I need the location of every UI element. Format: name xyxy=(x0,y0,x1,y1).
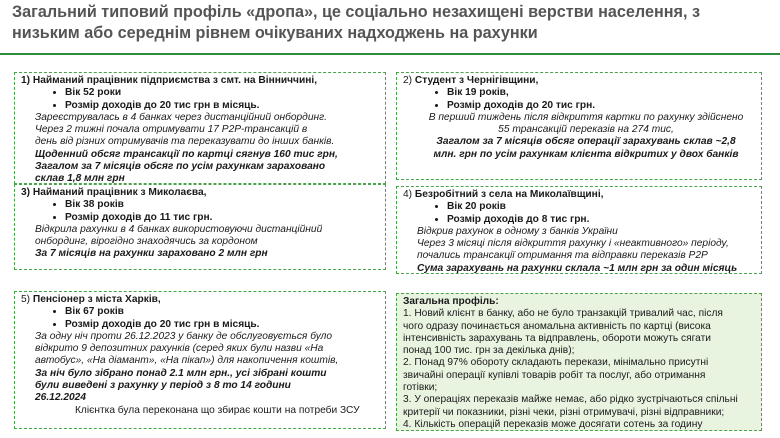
text-line: млн. грн по усім рахункам клієнта відкритих у двох банків xyxy=(433,148,739,160)
bullet: • Розмір доходів до 20 тис грн в місяць. xyxy=(65,100,379,112)
text-line: 1. Новий клієнт в банку, або не було транзакцій тривалий час, після xyxy=(403,308,723,320)
bullet: • Розмір доходів до 11 тис грн. xyxy=(65,212,379,224)
bullet: • Розмір доходів до 20 тис грн. xyxy=(447,100,755,112)
text-line: критерії чи показники, різні чеки, різні отримувачі, різні відправники; xyxy=(403,406,725,418)
card-title: Загальна профіль: xyxy=(403,296,499,307)
text-line: 3. У операціях переказів майже немає, або рідко зустрічаються спільні xyxy=(403,394,738,406)
summary-card xyxy=(396,293,762,431)
card-title: 3) Найманий працівник з Миколаєва, xyxy=(21,187,207,198)
text-line: склав 1,8 млн грн xyxy=(35,173,125,184)
text-line: почались трансакції отримання та відправки переказів P2P xyxy=(417,250,708,262)
text-line: За ніч було зібрано понад 2.1 млн грн., усі зібрані кошти xyxy=(35,367,327,379)
text-line: 55 трансакцій переказів на 274 тис, xyxy=(498,124,674,136)
profile-card-4 xyxy=(396,186,762,274)
text-line: Через 2 тижні почала отримувати 17 P2P-трансакцій в xyxy=(35,124,308,136)
text-line: понад 100 тис. грн за декілька днів); xyxy=(403,345,575,357)
text-line: звичайні операції купівлі товарів робіт та послуг, або отримання xyxy=(403,369,706,381)
text-line: готівки; xyxy=(403,382,438,394)
text-line: Сума зарахувань на рахунки склала ~1 млн грн за один місяць xyxy=(417,262,738,274)
text-line: 2. Понад 97% обороту складають перекази, мінімально присутні xyxy=(403,357,709,369)
text-line: день від різних отримувачів та переказувати до інших банків. xyxy=(35,136,335,148)
bullet: • Вік 67 років xyxy=(65,306,379,318)
bullet: • Вік 19 років, xyxy=(447,87,755,99)
text-line: Клієнтка була переконана що збирає кошти на потреби ЗСУ xyxy=(75,404,360,416)
text-line: відкрито 9 депозитних рахунків (серед яких були назви «На xyxy=(35,343,324,355)
bullet: • Розмір доходів до 20 тис грн в місяць. xyxy=(65,319,379,331)
profile-card-1 xyxy=(14,72,386,184)
profile-card-2 xyxy=(396,72,762,180)
text-line: Через 3 місяці після відкриття рахунку і «неактивного» періоду, xyxy=(417,238,729,250)
title-divider xyxy=(0,53,780,55)
card-title: Студент з Чернігівщини, xyxy=(414,75,539,86)
text-line: автобус», «На діамант», «На пікап») для накопичення коштів, xyxy=(35,355,339,367)
text-line: 4. Кількість операцій переказів може досягати сотень за годину xyxy=(403,418,703,430)
bullet: • Вік 38 років xyxy=(65,199,379,211)
text-line: онбординг, вірогідно знаходячись за кордоном xyxy=(35,236,258,248)
text-line: Щоденний обсяг трансакції по картці сягнув 160 тис грн, xyxy=(35,148,338,160)
text-line: інтенсивність зарахувань та відправлень, обороти можуть сягати xyxy=(403,332,711,344)
text-line: Відкрила рахунки в 4 банках використовуючи дистанційний xyxy=(35,223,323,235)
text-line: Загалом за 7 місяців обсяг по усім рахункам зараховано xyxy=(35,161,326,173)
text-line: Зареєструвалась в 4 банках через дистанційний онбординг. xyxy=(35,111,327,123)
text-line: 26.12.2024 xyxy=(35,392,86,404)
card-title: 1) Найманий працівник підприємства з смт. на Вінниччині, xyxy=(21,75,318,86)
text-line: були виведені з рахунку у період з 8 то 14 години xyxy=(35,380,291,392)
card-title: Пенсіонер з міста Харків, xyxy=(32,294,161,305)
text-line: Відкрив рахунок в одному з банків України xyxy=(417,225,618,237)
card-number: 2) xyxy=(403,75,413,86)
profile-card-3 xyxy=(14,184,386,270)
bullet: • Вік 52 роки xyxy=(65,87,379,99)
profile-card-5 xyxy=(14,291,386,429)
bullet: • Вік 20 років xyxy=(447,201,755,213)
text-line: Загалом за 7 місяців обсяг операції зарахувань склав ~2,8 xyxy=(436,136,736,148)
card-title: Безробітний з села на Миколаївщині, xyxy=(414,189,604,200)
bullet: • Розмір доходів до 8 тис грн. xyxy=(447,214,755,226)
card-number: 4) xyxy=(403,189,413,200)
page-title: Загальний типовий профіль «дропа», це соціально незахищені верстви населення, з низьким або середнім рівнем очікуваних надходжень на рахунки xyxy=(12,3,701,42)
card-number: 5) xyxy=(21,294,31,305)
text-line: В перший тиждень після відкриття картки по рахунку здійснено xyxy=(428,111,744,123)
text-line: чого одразу починається аномальна активність по картці (висока xyxy=(403,320,711,332)
text-line: За 7 місяців на рахунки зараховано 2 млн грн xyxy=(35,248,268,260)
text-line: За одну ніч проти 26.12.2023 у банку де обслуговується було xyxy=(35,330,333,342)
